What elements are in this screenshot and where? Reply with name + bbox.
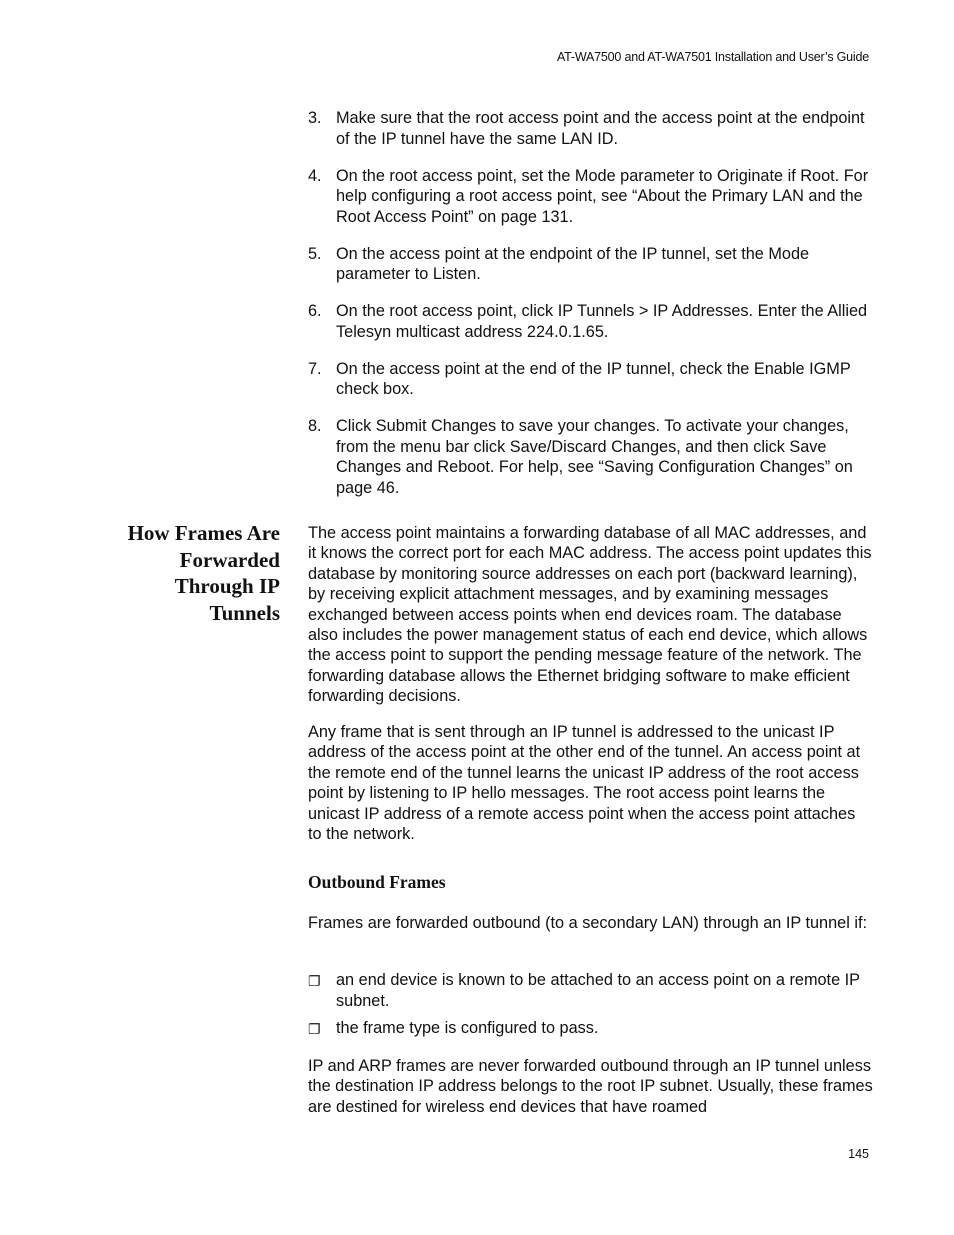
step-number: 3. xyxy=(308,109,322,127)
step-item xyxy=(308,244,873,285)
subsection-heading: Outbound Frames xyxy=(308,872,446,892)
step-item xyxy=(308,108,873,149)
section-heading-line: Tunnels xyxy=(209,600,280,625)
step-item xyxy=(308,301,873,342)
step-number: 4. xyxy=(308,166,322,185)
step-number: 7. xyxy=(308,359,322,378)
bullet-text: the frame type is configured to pass. xyxy=(336,1019,599,1037)
step-item xyxy=(308,359,873,400)
step-text: Click Submit Changes to save your changes. To activate your changes, from the menu bar click Save/Discard Changes, and then click Save Changes and Reboot. For help, see “Saving Configuration Changes” on page 46. xyxy=(336,417,853,497)
checkbox-bullet-icon: ❐ xyxy=(308,973,321,989)
outbound-intro: Frames are forwarded outbound (to a secondary LAN) through an IP tunnel if: xyxy=(308,914,868,932)
page-number: 145 xyxy=(848,1147,869,1161)
section-heading xyxy=(100,520,280,626)
step-number: 8. xyxy=(308,417,322,435)
bullet-text: an end device is known to be attached to an access point on a remote IP subnet. xyxy=(336,971,860,1010)
outbound-paragraph: IP and ARP frames are never forwarded outbound through an IP tunnel unless the destination IP address belongs to the root IP subnet. Usually, these frames are destined for wireless end devices that have roamed xyxy=(308,1057,873,1116)
checkbox-bullet-icon: ❐ xyxy=(308,1021,321,1037)
section-paragraph-2: Any frame that is sent through an IP tunnel is addressed to the unicast IP address of the access point at the other end of the tunnel. An access point at the remote end of the tunnel learns the unicast IP address of the root access point by listening to IP hello messages. The root access point learns the unicast IP address of a remote access point when the access point attaches to the network. xyxy=(308,723,861,844)
step-item xyxy=(308,416,873,498)
step-number: 5. xyxy=(308,244,322,263)
outbound-bullet-list xyxy=(308,970,873,1047)
step-text: On the root access point, click IP Tunnels > IP Addresses. Enter the Allied Telesyn multicast address 224.0.1.65. xyxy=(336,302,868,341)
section-heading-line: Forwarded xyxy=(179,547,280,572)
running-header: AT-WA7500 and AT-WA7501 Installation and User’s Guide xyxy=(556,50,869,64)
step-number: 6. xyxy=(308,302,322,320)
section-paragraph-1: The access point maintains a forwarding database of all MAC addresses, and it knows the correct port for each MAC address. The access point updates this database by monitoring source addresses on each port (backward learning), by receiving explicit attachment messages, and by examining messages exchanged between access points when end devices roam. The database also includes the power management status of each end device, which allows the access point to support the pending message feature of the network. The forwarding database allows the Ethernet bridging software to make efficient forwarding decisions. xyxy=(308,524,872,706)
section-heading-line: How Frames Are xyxy=(127,521,280,545)
section-heading-line: Through IP xyxy=(174,574,280,598)
step-text: On the root access point, set the Mode parameter to Originate if Root. For help configuring a root access point, see “About the Primary LAN and the Root Access Point” on page 131. xyxy=(336,166,869,226)
step-text: On the access point at the end of the IP tunnel, check the Enable IGMP check box. xyxy=(336,359,851,398)
procedure-steps xyxy=(308,108,873,515)
list-item xyxy=(308,1018,873,1040)
list-item xyxy=(308,970,873,1011)
step-item xyxy=(308,166,873,228)
step-text: On the access point at the endpoint of the IP tunnel, set the Mode parameter to Listen. xyxy=(336,244,810,283)
step-text: Make sure that the root access point and the access point at the endpoint of the IP tunnel have the same LAN ID. xyxy=(336,109,865,148)
